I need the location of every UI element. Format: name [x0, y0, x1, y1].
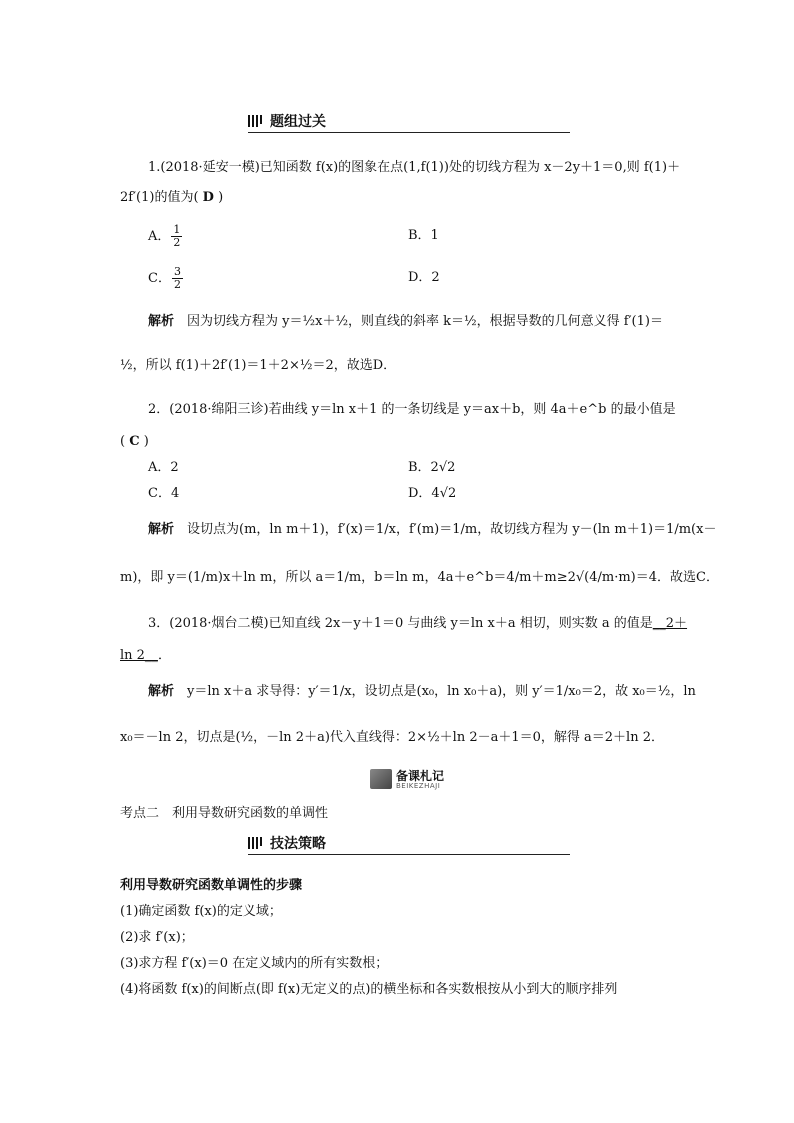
q2-solution-line1: 解析 设切点为(m，ln m＋1)，f′(x)＝1/x，f′(m)＝1/m，故切线方程为 y－(ln m＋1)＝1/m(x－ — [148, 522, 717, 537]
q3-answer-part2: ln 2__ — [120, 648, 158, 663]
q2-stem-line1: 2．(2018·绵阳三诊)若曲线 y＝ln x＋1 的一条切线是 y＝ax＋b，则 4a＋e^b 的最小值是 — [148, 402, 676, 417]
step-1: (1)确定函数 f(x)的定义域； — [120, 904, 282, 919]
q1-option-a: A． $\frac{1}{2}$ — [148, 223, 181, 249]
q1-option-d: D．2 — [408, 270, 440, 285]
q2-option-d: D．4√2 — [408, 486, 457, 501]
q3-stem-line2: ln 2__． — [120, 648, 171, 663]
q2-stem-line2: ( C ) — [120, 434, 149, 449]
q2-solution-line2: m)，即 y＝(1/m)x＋ln m，所以 a＝1/m，b＝ln m，4a＋e^b＝4/m＋m≥2√(4/m·m)＝4．故选C． — [120, 570, 719, 585]
q2-option-c: C．4 — [148, 486, 180, 501]
topic2-title: 考点二 利用导数研究函数的单调性 — [120, 806, 329, 821]
q1-solution-line1: 解析 因为切线方程为 y＝½x＋½，则直线的斜率 k＝½，根据导数的几何意义得 f′(1)＝ — [148, 314, 663, 329]
steps-heading: 利用导数研究函数单调性的步骤 — [120, 878, 303, 893]
q1-option-c: C． $\frac{3}{2}$ — [148, 265, 181, 291]
q1-answer: D — [202, 190, 214, 205]
section-title: 题组过关 — [270, 114, 326, 130]
section-bars-icon — [248, 115, 262, 127]
section-header-jifa — [248, 832, 570, 855]
q3-stem-line1: 3．(2018·烟台二模)已知直线 2x－y＋1＝0 与曲线 y＝ln x＋a 相切，则实数 a 的值是__2＋ — [148, 616, 688, 631]
step-2: (2)求 f′(x)； — [120, 930, 194, 945]
q3-solution-line2: x₀＝－ln 2，切点是(½，－ln 2＋a)代入直线得：2×½＋ln 2－a＋1＝0，解得 a＝2＋ln 2． — [120, 730, 664, 745]
q1-stem-line1: 1.(2018·延安一模)已知函数 f(x)的图象在点(1,f(1))处的切线方程为 x－2y＋1＝0,则 f(1)＋ — [148, 160, 681, 175]
step-3: (3)求方程 f′(x)＝0 在定义域内的所有实数根； — [120, 956, 389, 971]
q2-option-a: A．2 — [148, 460, 179, 475]
beike-zhaji-stamp: 备课札记 BEIKEZHAJI — [370, 767, 460, 793]
q1-option-b: B．1 — [408, 228, 439, 243]
q2-answer: C — [129, 434, 140, 449]
q2-option-b: B．2√2 — [408, 460, 456, 475]
q3-answer-part1: __2＋ — [652, 616, 688, 631]
notes-icon — [370, 769, 392, 789]
q1-solution-line2: ½，所以 f(1)＋2f′(1)＝1＋2×½＝2，故选D． — [120, 358, 397, 373]
section-header-tizu — [248, 110, 570, 133]
step-4: (4)将函数 f(x)的间断点(即 f(x)无定义的点)的横坐标和各实数根按从小到大的顺序排列 — [120, 982, 618, 997]
section-title: 技法策略 — [270, 836, 326, 852]
q3-solution-line1: 解析 y＝ln x＋a 求导得：y′＝1/x，设切点是(x₀，ln x₀＋a)，则 y′＝1/x₀＝2，故 x₀＝½，ln — [148, 684, 696, 699]
q1-stem-line2: 2f′(1)的值为( D ) — [120, 190, 224, 205]
section-bars-icon — [248, 837, 262, 849]
